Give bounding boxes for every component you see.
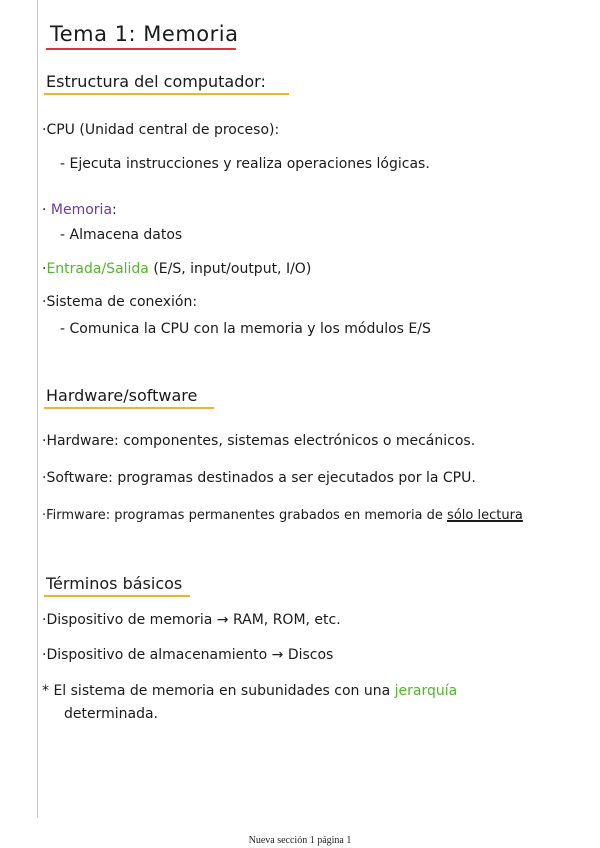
firmware-text: ·Firmware: programas permanentes grabados en memoria de — [42, 508, 443, 523]
firmware-underlined: sólo lectura — [447, 508, 523, 523]
sistema-memoria-continuation: determinada. — [64, 706, 159, 722]
bullet-cpu: ·CPU (Unidad central de proceso): — [42, 122, 280, 138]
heading-underline-hardware — [44, 407, 214, 409]
section-heading-terminos: Términos básicos — [46, 574, 183, 593]
heading-underline-terminos — [44, 595, 190, 597]
page-title: Tema 1: Memoria — [50, 22, 239, 46]
memoria-term: Memoria — [50, 202, 113, 218]
bullet-conexion: ·Sistema de conexión: — [42, 294, 198, 310]
sistema-memoria-text: * El sistema de memoria en subunidades con una — [42, 683, 391, 699]
jerarquia-term: jerarquía — [394, 683, 458, 699]
bullet-dot: · — [42, 261, 47, 277]
bullet-hardware: ·Hardware: componentes, sistemas electrónicos o mecánicos. — [42, 433, 476, 449]
bullet-memoria — [42, 202, 117, 218]
page-margin-line — [37, 0, 38, 818]
bullet-es — [42, 261, 311, 277]
bullet-dispositivo-almacenamiento: ·Dispositivo de almacenamiento → Discos — [42, 647, 334, 663]
section-heading-hardware: Hardware/software — [46, 386, 198, 405]
memoria-colon: : — [112, 202, 117, 218]
sub-cpu: - Ejecuta instrucciones y realiza operaciones lógicas. — [60, 156, 430, 172]
bullet-software: ·Software: programas destinados a ser ejecutados por la CPU. — [42, 470, 476, 486]
page-footer: Nueva sección 1 página 1 — [248, 835, 352, 846]
es-rest: (E/S, input/output, I/O) — [153, 261, 312, 277]
bullet-dispositivo-memoria: ·Dispositivo de memoria → RAM, ROM, etc. — [42, 612, 341, 628]
es-term: Entrada/Salida — [46, 261, 149, 277]
section-heading-estructura: Estructura del computador: — [46, 72, 266, 91]
sub-memoria: - Almacena datos — [60, 227, 183, 243]
bullet-sistema-memoria — [42, 683, 457, 699]
title-underline — [46, 48, 236, 50]
heading-underline-estructura — [44, 93, 289, 95]
sub-conexion: - Comunica la CPU con la memoria y los módulos E/S — [60, 321, 431, 337]
bullet-dot: · — [42, 202, 47, 218]
bullet-firmware — [42, 508, 523, 523]
